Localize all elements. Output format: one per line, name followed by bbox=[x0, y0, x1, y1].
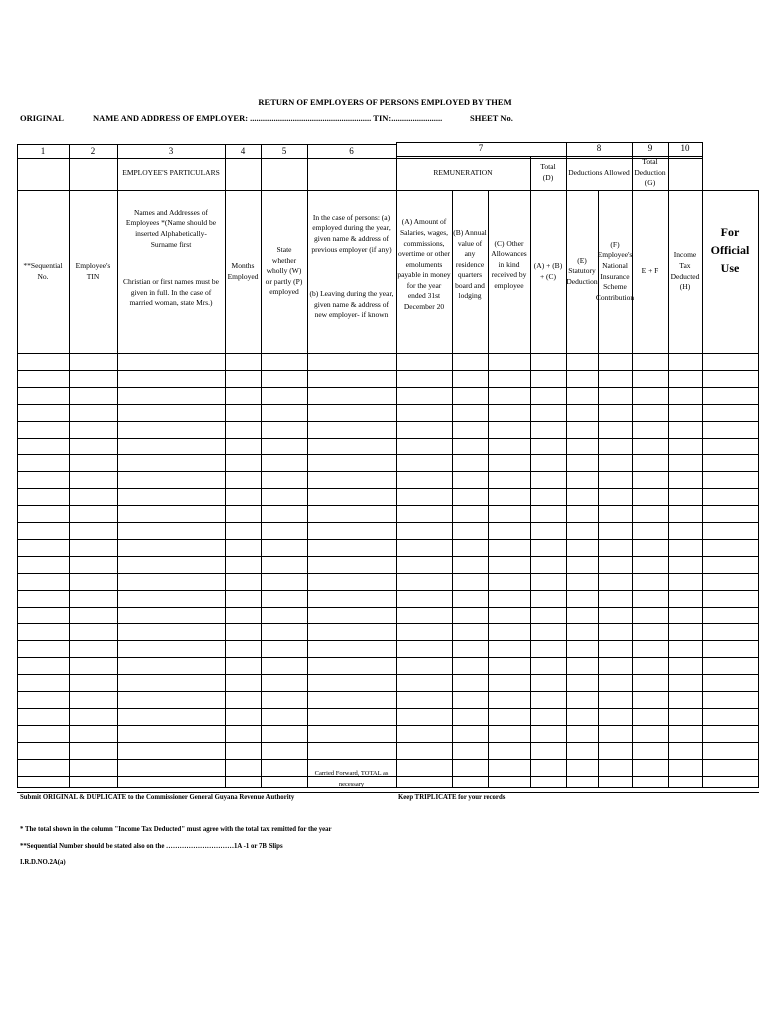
names-christian-note: Christian or first names must be given in full. In the case of married woman, state Mrs.) bbox=[122, 277, 220, 308]
table-row-rule bbox=[17, 640, 759, 641]
table-row-rule bbox=[17, 607, 759, 608]
col-number-9: 9 bbox=[647, 143, 653, 153]
table-row-rule bbox=[17, 421, 759, 422]
table-row-rule bbox=[17, 759, 759, 760]
table-row-rule bbox=[17, 471, 759, 472]
carried-forward-label: Carried Forward, TOTAL as necessary bbox=[314, 770, 389, 788]
table-row-rule bbox=[17, 522, 759, 523]
table-row-rule bbox=[17, 404, 759, 405]
col-a-header: (A) Amount of Salaries, wages, commissions, overtime or other emoluments payable in money for the year ended 31st December 20 bbox=[397, 217, 451, 312]
table-row-rule bbox=[17, 573, 759, 574]
table-row-rule bbox=[17, 708, 759, 709]
col-number-4: 4 bbox=[240, 146, 246, 156]
table-row-rule bbox=[17, 353, 759, 354]
col-number-2: 2 bbox=[90, 146, 96, 156]
employee-tin-header: Employee's TIN bbox=[75, 260, 111, 281]
form-title: RETURN OF EMPLOYERS OF PERSONS EMPLOYED BY THEM bbox=[258, 97, 512, 107]
col-number-7: 7 bbox=[478, 143, 484, 153]
case-persons-b-header: (b) Leaving during the year, given name & address of new employer- if known bbox=[309, 289, 394, 320]
original-label: ORIGINAL bbox=[20, 113, 64, 123]
table-row-rule bbox=[17, 657, 759, 658]
footnote-total: * The total shown in the column "Income Tax Deducted" must agree with the total tax remitted for the year bbox=[20, 826, 332, 833]
table-row-rule bbox=[17, 438, 759, 439]
table-row-rule bbox=[17, 742, 759, 743]
table-row-rule bbox=[17, 691, 759, 692]
official-use-header: For Official Use bbox=[710, 225, 750, 275]
table-row-rule bbox=[17, 674, 759, 675]
employees-particulars-header: EMPLOYEE'S PARTICULARS bbox=[122, 167, 220, 177]
col-number-8: 8 bbox=[596, 143, 602, 153]
table-row-rule bbox=[17, 488, 759, 489]
col-number-5: 5 bbox=[281, 146, 287, 156]
col-number-3: 3 bbox=[168, 146, 174, 156]
employer-label: NAME AND ADDRESS OF EMPLOYER: ......................................................... TIN:........................ bbox=[93, 113, 443, 123]
table-row-rule bbox=[17, 387, 759, 388]
months-employed-header: Months Employed bbox=[227, 260, 259, 281]
ef-sum-header: E + F bbox=[641, 266, 659, 276]
table-row-rule bbox=[17, 454, 759, 455]
table-row-rule bbox=[17, 725, 759, 726]
table-row-rule bbox=[17, 370, 759, 371]
keep-instruction: Keep TRIPLICATE for your records bbox=[398, 794, 506, 801]
table-row-rule bbox=[17, 539, 759, 540]
submit-instruction: Submit ORIGINAL & DUPLICATE to the Commissioner General Guyana Revenue Authority bbox=[20, 794, 295, 801]
col-c-header: (C) Other Allowances in kind received by employee bbox=[491, 238, 527, 290]
col-number-1: 1 bbox=[40, 146, 46, 156]
case-persons-a-header: In the case of persons: (a) employed during the year, given name & address of previous employer (if any) bbox=[311, 212, 392, 254]
wholly-partly-header: State whether wholly (W) or partly (P) employed bbox=[265, 245, 303, 297]
col-f-header: (F) Employee's National Insurance Scheme Contribution bbox=[595, 239, 635, 302]
table-row-rule bbox=[17, 556, 759, 557]
income-tax-header: Income Tax Deducted (H) bbox=[670, 250, 700, 292]
abc-sum-header: (A) + (B) + (C) bbox=[533, 260, 563, 281]
remuneration-header: REMUNERATION bbox=[433, 167, 493, 177]
deductions-allowed-header: Deductions Allowed bbox=[568, 167, 630, 177]
total-deduction-g-header: Total Deduction (G) bbox=[634, 157, 666, 188]
form-id: I.R.D.NO.2A(a) bbox=[20, 859, 66, 866]
footnote-sequential: **Sequential Number should be stated also on the …………………………1A -1 or 7B Slips bbox=[20, 843, 283, 850]
col-number-10: 10 bbox=[680, 143, 690, 153]
table-row-rule bbox=[17, 623, 759, 624]
table-row-rule bbox=[17, 505, 759, 506]
col-number-6: 6 bbox=[349, 146, 354, 156]
sequential-no-header: **Sequential No. bbox=[23, 260, 63, 281]
sheet-label: SHEET No. bbox=[470, 113, 513, 123]
table-column-divider bbox=[758, 190, 759, 788]
total-d-header: Total (D) bbox=[540, 162, 556, 182]
table-row-rule bbox=[17, 590, 759, 591]
col-b-header: (B) Annual value of any residence quarters board and lodging bbox=[453, 227, 487, 301]
names-addresses-header: Names and Addresses of Employees *(Name should be inserted Alphabetically- Surname first bbox=[125, 207, 217, 249]
col-e-header: (E) Statutory Deduction bbox=[566, 255, 598, 286]
